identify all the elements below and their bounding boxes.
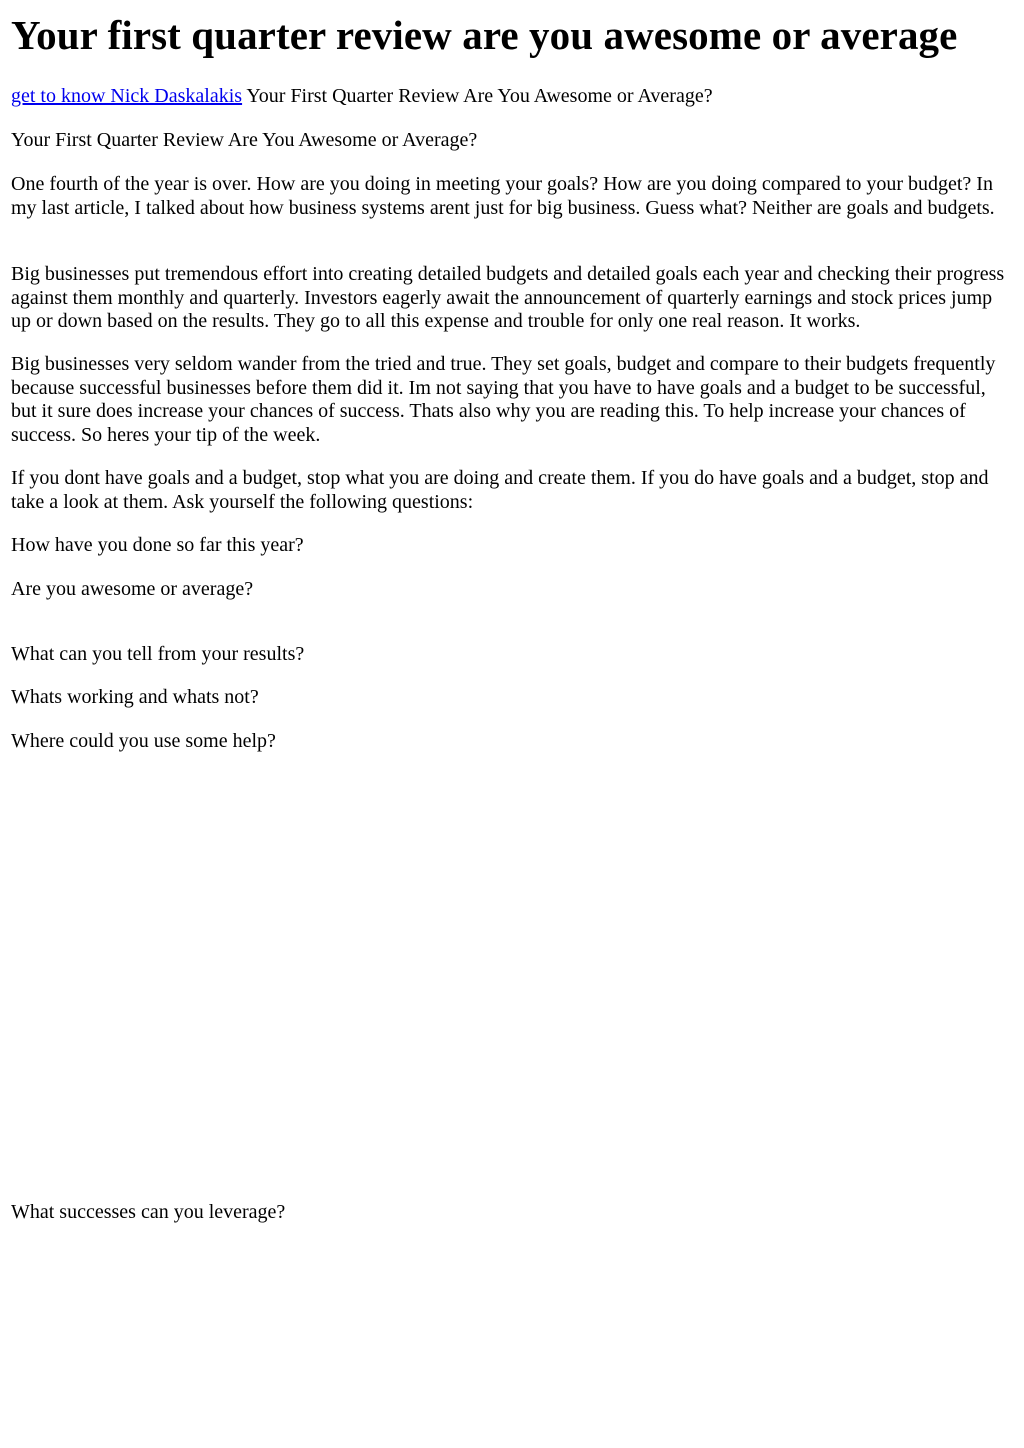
paragraph: If you dont have goals and a budget, stop what you are doing and create them. If you do have goals and a budget, stop and take a look at them. Ask yourself the following questions: [11, 467, 989, 513]
intro-line [11, 85, 1015, 109]
question: What successes can you leverage? [11, 1201, 286, 1223]
document-page [11, 0, 1015, 1223]
paragraph: Big businesses very seldom wander from the tried and true. They set goals, budget and compare to their budgets frequently because successful businesses before them did it. Im not saying that you have to have goals and a budget to be successful, but it sure does increase your chances of success. Thats also why you are reading this. To help increase your chances of success. So heres your tip of the week. [11, 353, 996, 446]
paragraph: One fourth of the year is over. How are you doing in meeting your goals? How are you doing compared to your budget? In my last article, I talked about how business systems arent just for big business. Guess what? Neither are goals and budgets. [11, 173, 995, 219]
intro-text: Your First Quarter Review Are You Awesome or Average? [242, 85, 713, 107]
page-title: Your first quarter review are you awesome or average [11, 12, 958, 58]
subtitle: Your First Quarter Review Are You Awesome or Average? [11, 129, 478, 151]
question: Where could you use some help? [11, 730, 276, 752]
question: Whats working and whats not? [11, 686, 259, 708]
author-link[interactable]: get to know Nick Daskalakis [11, 85, 243, 107]
question: How have you done so far this year? [11, 534, 304, 556]
paragraph: Big businesses put tremendous effort into creating detailed budgets and detailed goals each year and checking their progress against them monthly and quarterly. Investors eagerly await the announcement of quarterly earnings and stock prices jump up or down based on the results. They go to all this expense and trouble for only one real reason. It works. [11, 263, 1005, 332]
question: Are you awesome or average? [11, 578, 254, 600]
question: What can you tell from your results? [11, 643, 305, 665]
